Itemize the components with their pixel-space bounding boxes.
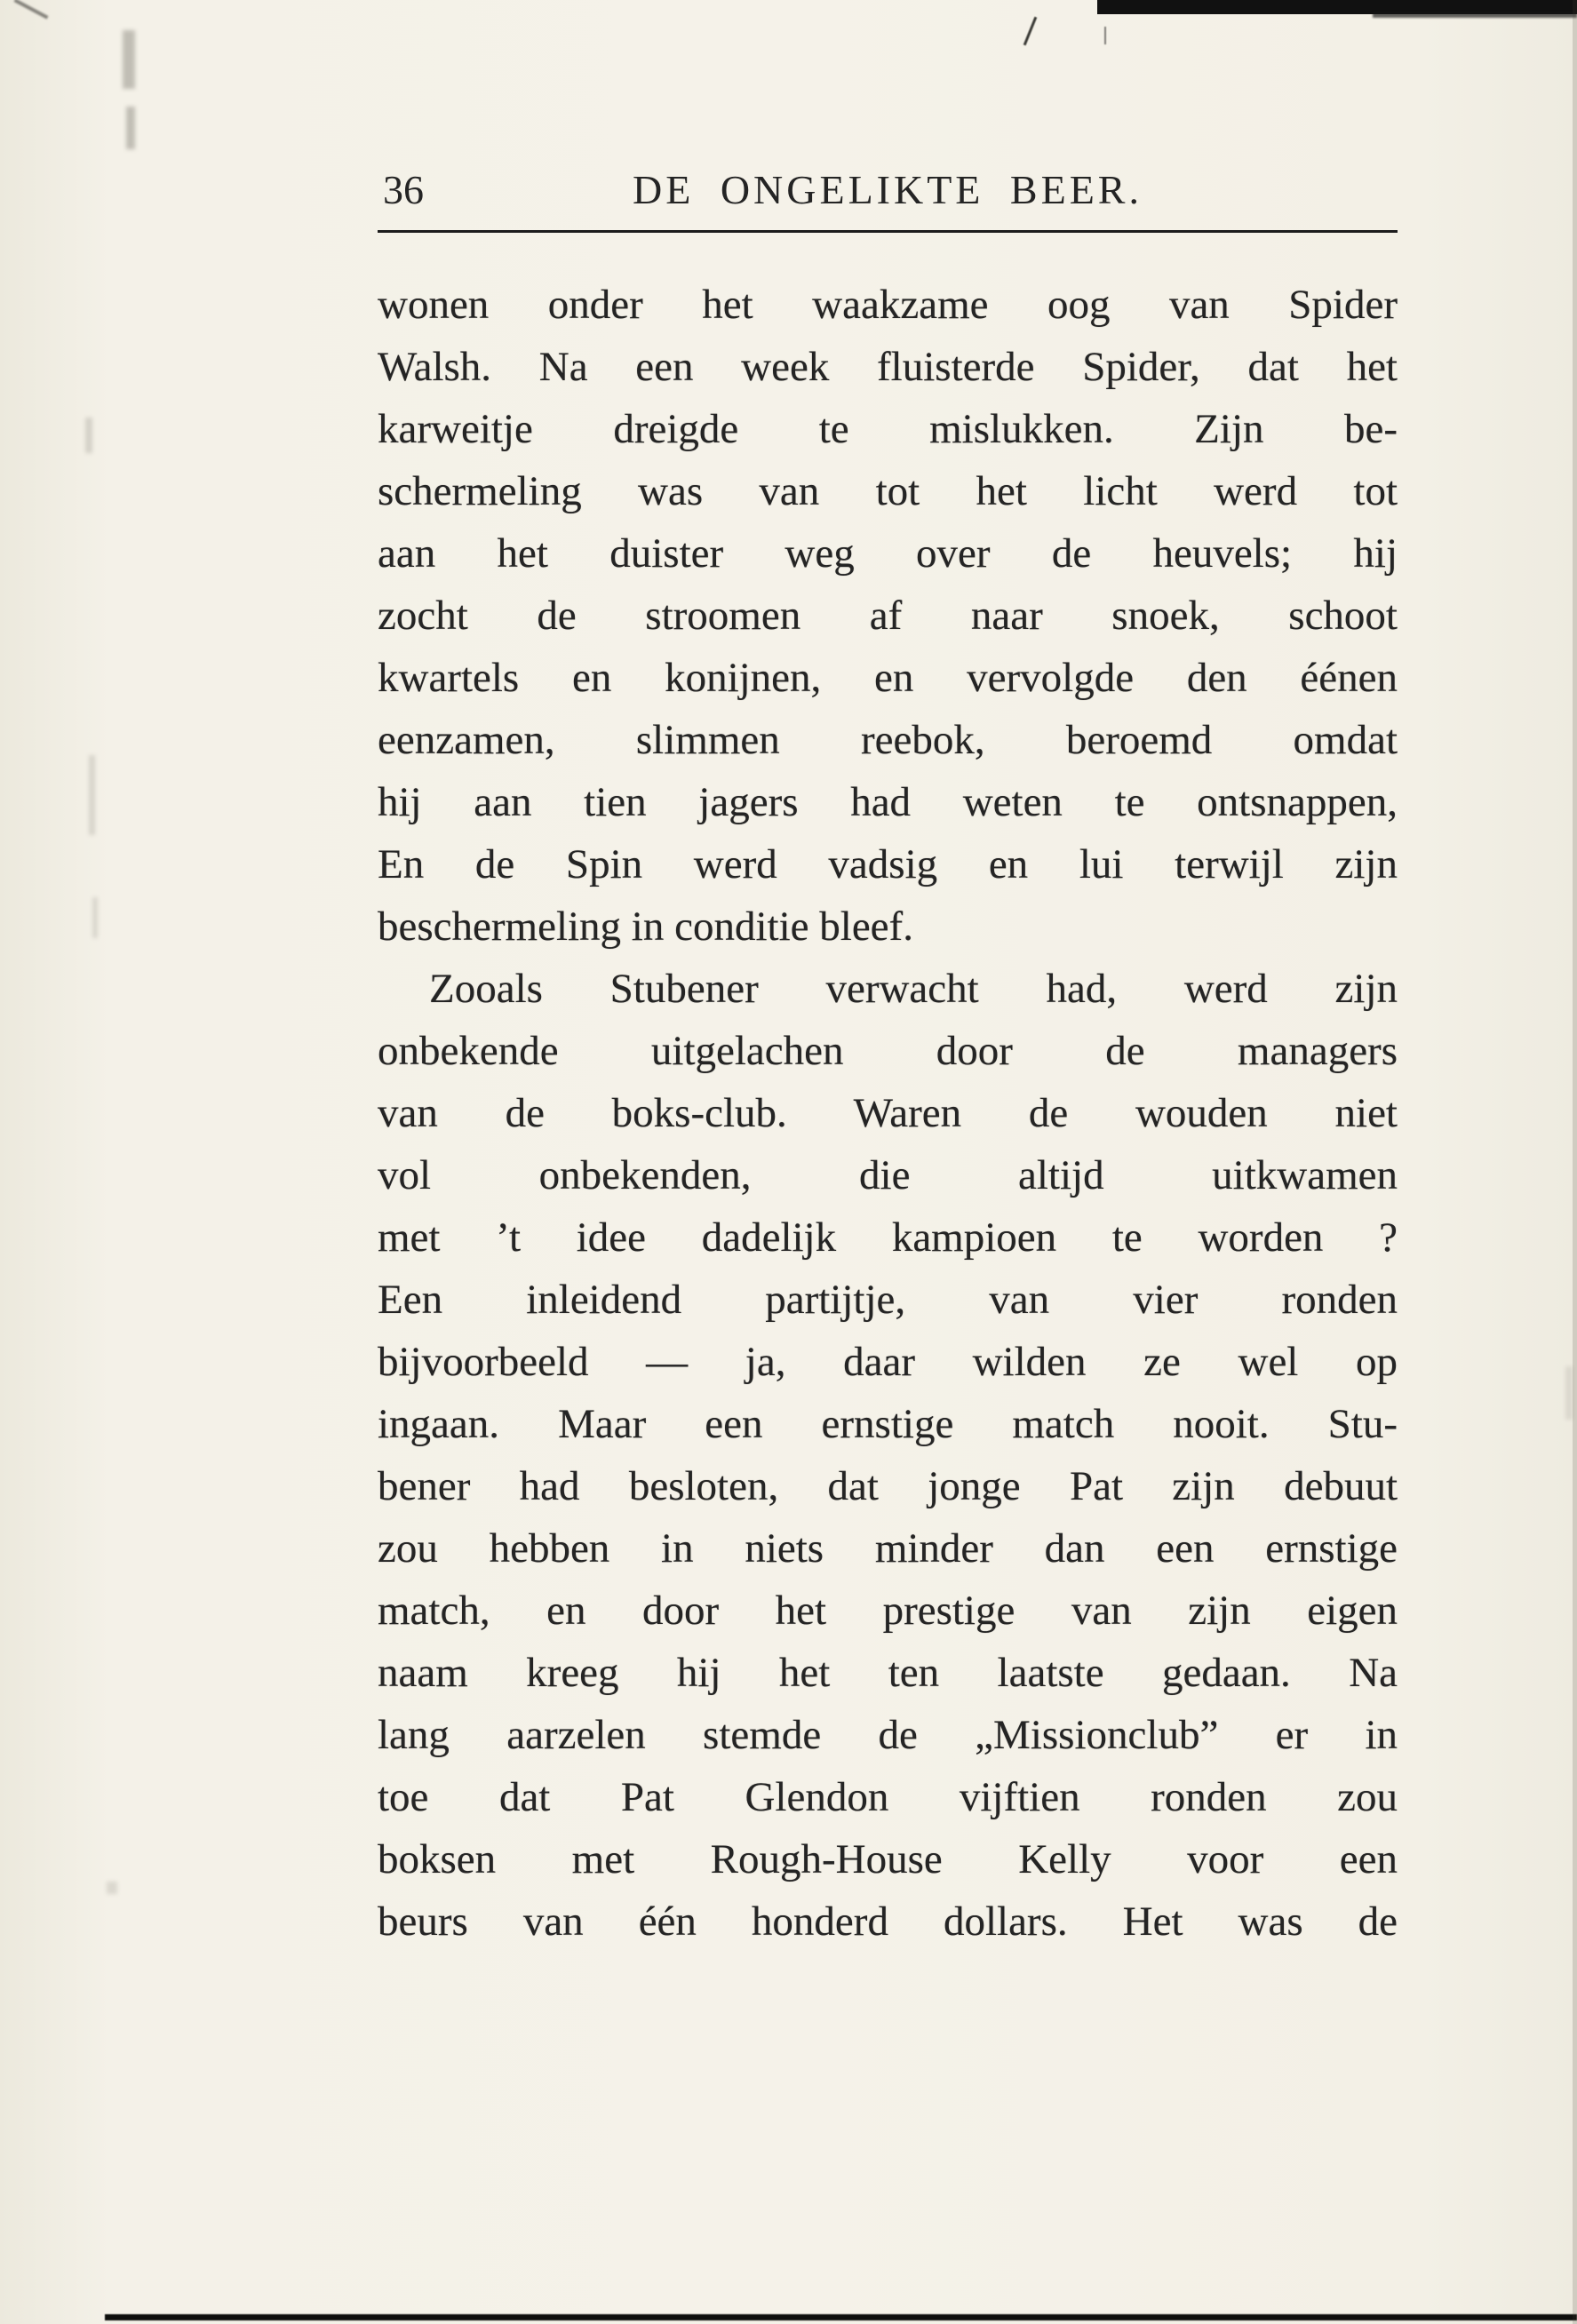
- text-line: met ’t idee dadelijk kampioen te worden ?: [378, 1214, 1398, 1261]
- text-line: beschermeling in conditie bleef.: [378, 903, 913, 950]
- text-line: boksen met Rough-House Kelly voor een: [378, 1836, 1398, 1882]
- text-line: onbekende uitgelachen door de managers: [378, 1028, 1398, 1074]
- text-line: Zooals Stubener verwacht had, werd zijn: [429, 966, 1398, 1012]
- text-line: toe dat Pat Glendon vijftien ronden zou: [378, 1774, 1398, 1820]
- text-line: En de Spin werd vadsig en lui terwijl zijn: [378, 841, 1398, 887]
- text-line: Een inleidend partijtje, van vier ronden: [378, 1277, 1398, 1323]
- text-line: zocht de stroomen af naar snoek, schoot: [378, 593, 1398, 639]
- text-line: schermeling was van tot het licht werd tot: [378, 468, 1398, 514]
- text-line: wonen onder het waakzame oog van Spider: [378, 282, 1398, 328]
- header-rule: [378, 230, 1398, 233]
- paragraph: [378, 274, 1398, 958]
- running-header: [378, 164, 1398, 221]
- text-line: hij aan tien jagers had weten te ontsnappen,: [378, 779, 1398, 825]
- running-header-title: DE ONGELIKTE BEER.: [633, 167, 1143, 212]
- text-line: match, en door het prestige van zijn eigen: [378, 1588, 1398, 1634]
- text-line: kwartels en konijnen, en vervolgde den éénen: [378, 655, 1398, 701]
- text-line: karweitje dreigde te mislukken. Zijn be-: [378, 406, 1398, 452]
- text-column: [378, 164, 1398, 1953]
- text-line: zou hebben in niets minder dan een ernstige: [378, 1525, 1398, 1572]
- text-line: ingaan. Maar een ernstige match nooit. Stu-: [378, 1401, 1398, 1447]
- text-line: vol onbekenden, die altijd uitkwamen: [378, 1152, 1398, 1198]
- text-line: eenzamen, slimmen reebok, beroemd omdat: [378, 717, 1398, 763]
- text-line: beurs van één honderd dollars. Het was de: [378, 1898, 1398, 1945]
- text-line: aan het duister weg over de heuvels; hij: [378, 530, 1398, 577]
- text-line: bener had besloten, dat jonge Pat zijn debuut: [378, 1463, 1398, 1509]
- text-line: lang aarzelen stemde de „Missionclub” er in: [378, 1712, 1398, 1758]
- text-line: van de boks-club. Waren de wouden niet: [378, 1090, 1398, 1136]
- paragraph: [378, 958, 1398, 1953]
- page-number: 36: [383, 167, 424, 212]
- text-line: naam kreeg hij het ten laatste gedaan. Na: [378, 1650, 1398, 1696]
- page-body: [378, 274, 1398, 1953]
- text-line: Walsh. Na een week fluisterde Spider, dat het: [378, 344, 1398, 390]
- text-line: bijvoorbeeld — ja, daar wilden ze wel op: [378, 1339, 1398, 1385]
